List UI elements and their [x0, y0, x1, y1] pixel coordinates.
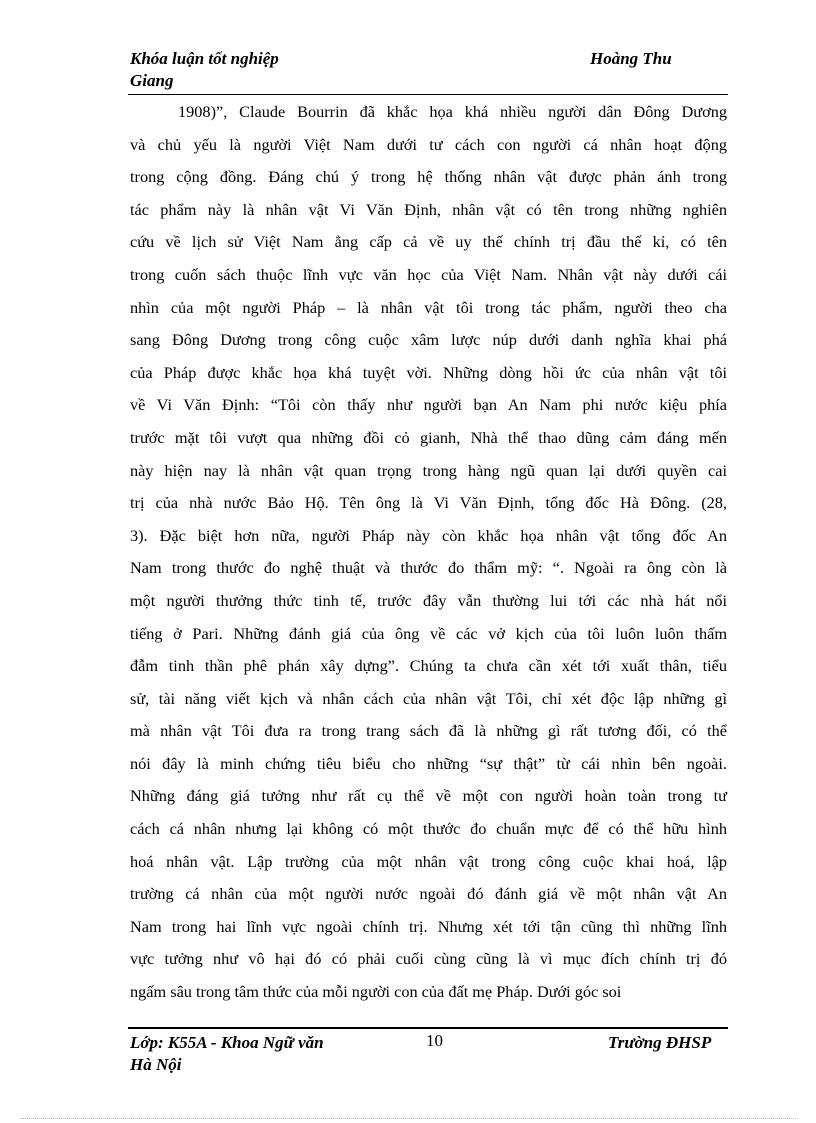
body-line: hoá nhân vật. Lập trường của một nhân vật trong công cuộc khai hoá, lập: [130, 851, 727, 871]
body-line: ngấm sâu trong tâm thức của mỗi người con của đất mẹ Pháp. Dưới góc soi: [130, 982, 622, 1002]
page-number: 10: [426, 1031, 443, 1050]
footer-class-label: Lớp: K55A - Khoa Ngữ văn: [130, 1033, 324, 1052]
body-line: về Vi Văn Định: “Tôi còn thấy như người bạn An Nam phi nước kiệu phía: [130, 395, 727, 415]
footer-city: Hà Nội: [130, 1055, 182, 1074]
body-line: 3). Đặc biệt hơn nữa, người Pháp này còn khắc họa nhân vật tổng đốc An: [130, 525, 727, 545]
body-line: Nam trong thước đo nghệ thuật và thước đo thẩm mỹ: “. Ngoài ra ông còn là: [130, 558, 727, 578]
header-author-name: Hoàng Thu: [590, 49, 672, 68]
body-line: đẫm tinh thần phê phán xây dựng”. Chúng ta chưa cần xét tới xuất thân, tiểu: [130, 656, 727, 676]
body-line: 1908)”, Claude Bourrin đã khắc họa khá nhiều người dân Đông Dương: [178, 102, 727, 121]
body-line: Những đáng giá tưởng như rất cụ thể về một con người hoàn toàn trong tư: [130, 786, 727, 806]
body-line: này hiện nay là nhân vật quan trọng trong hàng ngũ quan lại dưới quyền cai: [130, 460, 727, 480]
body-line: và chủ yếu là người Việt Nam dưới tư cách con người cá nhân hoạt động: [130, 134, 727, 154]
body-line: trước mặt tôi vượt qua những đồi cỏ gianh, Nhà thể thao dũng cảm đáng mến: [130, 427, 727, 447]
body-line: trong cộng đồng. Đáng chú ý trong hệ thống nhân vật được phản ánh trong: [130, 167, 727, 187]
body-line: sang Đông Dương trong công cuộc xâm lược núp dưới danh nghĩa khai phá: [130, 330, 727, 350]
body-line: tác phẩm này là nhân vật Vi Văn Định, nhân vật có tên trong những nghiên: [130, 199, 727, 219]
body-line: nhìn của một người Pháp – là nhân vật tôi trong tác phẩm, người theo cha: [130, 297, 727, 317]
body-line: sử, tài năng viết kịch và nhân cách của nhân vật Tôi, chỉ xét độc lập những gì: [130, 688, 727, 708]
body-line: Nam trong hai lĩnh vực ngoài chính trị. Nhưng xét tới tận cũng thì những lĩnh: [130, 916, 727, 936]
body-line: mà nhân vật Tôi đưa ra trong trang sách đã là những gì rất tương đối, có thể: [130, 721, 727, 741]
body-line: cách cá nhân nhưng lại không có một thước đo chuẩn mực để có thể hữu hình: [130, 819, 727, 839]
body-line: tiếng ở Pari. Những đánh giá của ông về các vở kịch của tôi luôn luôn thấm: [130, 623, 727, 643]
body-line: vực tưởng như vô hại đó có phải cuối cùng cũng là vì mục đích chính trị đó: [130, 949, 727, 969]
body-paragraph: [130, 96, 727, 1009]
body-line: trị của nhà nước Bảo Hộ. Tên ông là Vi Văn Định, tổng đốc Hà Đông. (28,: [130, 493, 727, 513]
body-line: trong cuốn sách thuộc lĩnh vực văn học của Việt Nam. Nhân vật này dưới cái: [130, 264, 727, 284]
footer-university: Trường ĐHSP: [608, 1033, 712, 1052]
body-line: của Pháp được khắc họa khá tuyệt vời. Những dòng hồi ức của nhân vật tôi: [130, 362, 727, 382]
body-line: cứu về lịch sử Việt Nam ẳng cấp cả về uy thế chính trị đầu thế kỉ, có tên: [130, 232, 727, 252]
page-edge-dots: [20, 1118, 796, 1119]
body-line: nói đây là minh chứng tiêu biểu cho những “sự thật” từ cái nhìn bên ngoài.: [130, 753, 727, 773]
body-line: trường cá nhân của một người nước ngoài đó đánh giá về một nhân vật An: [130, 884, 727, 904]
page-footer: [130, 1032, 730, 1080]
page-header: [130, 48, 730, 96]
header-author-surname: Giang: [130, 71, 174, 90]
header-divider: [128, 94, 728, 95]
header-thesis-label: Khóa luận tốt nghiệp: [130, 49, 279, 68]
footer-divider: [128, 1027, 728, 1029]
body-line: một người thưởng thức tinh tế, trước đây vẫn thường lui tới các nhà hát nổi: [130, 590, 727, 610]
